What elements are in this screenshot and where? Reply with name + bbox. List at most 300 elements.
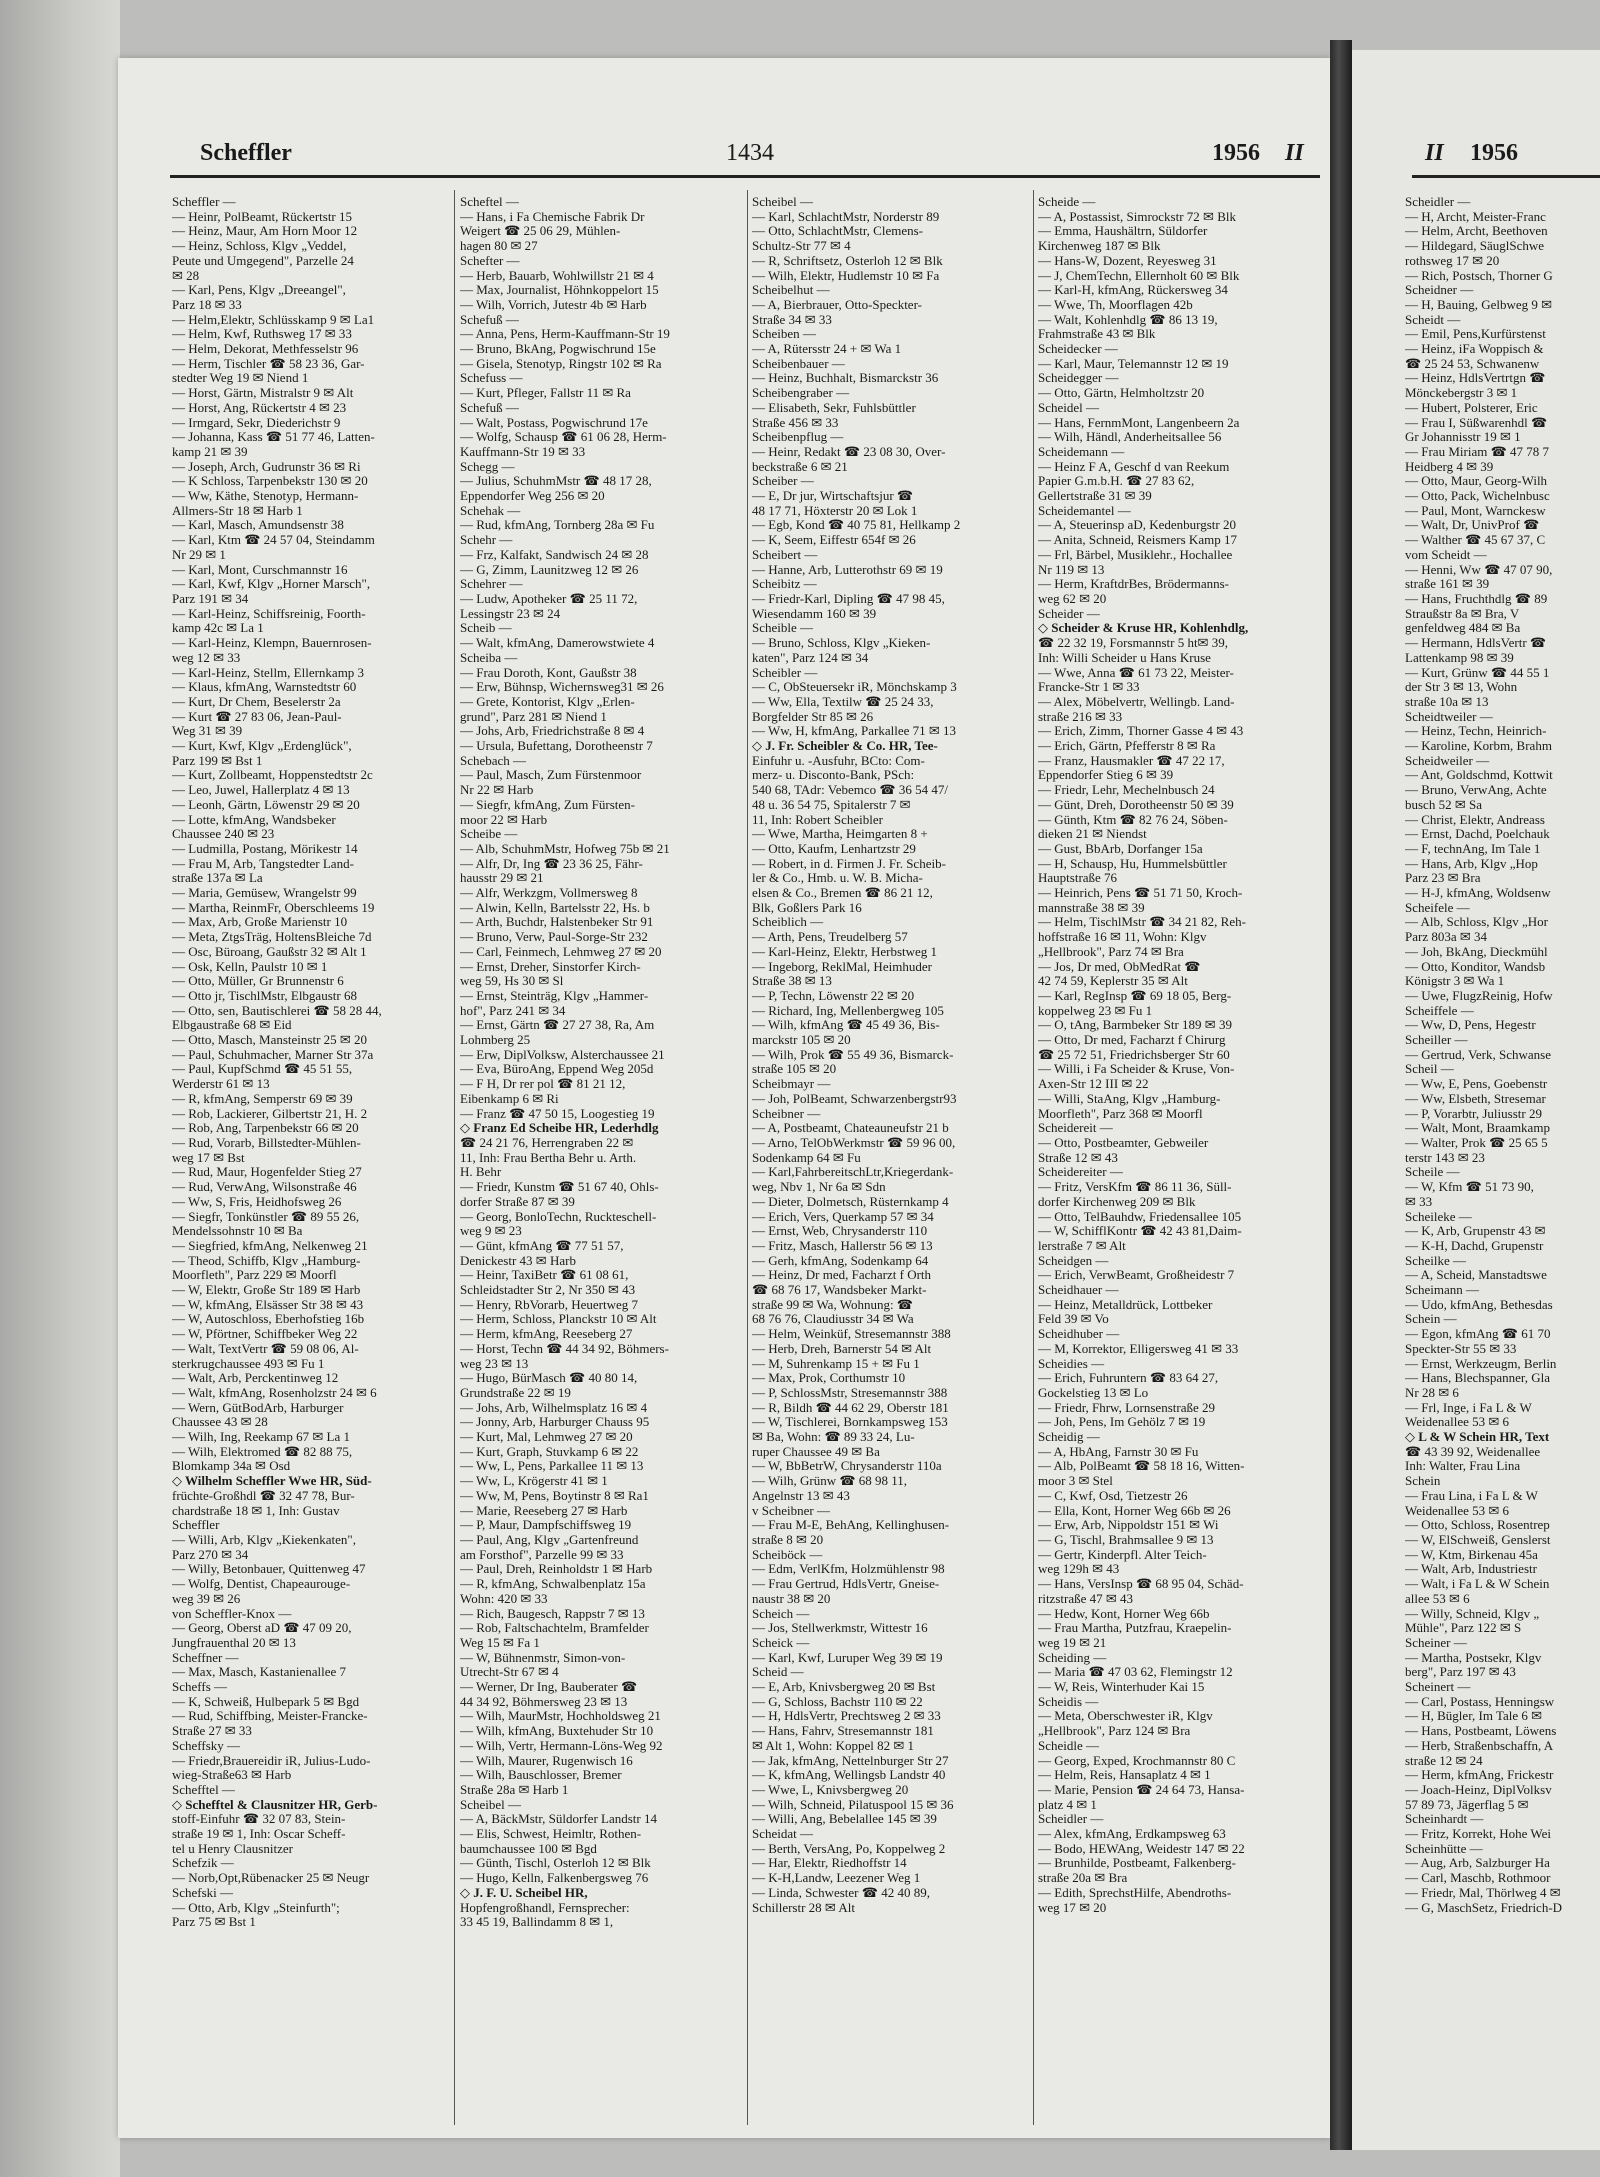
directory-entry-line: Moorfleth", Parz 368 ✉ Moorfl	[1038, 1106, 1203, 1121]
directory-entry-line: — H, Bügler, Im Tale 6 ✉	[1405, 1709, 1543, 1724]
directory-entry-line: ✉ Ba, Wohn: ☎ 89 33 24, Lu-	[752, 1430, 915, 1445]
directory-entry-line: — Ernst, Web, Chrysanderstr 110	[752, 1224, 928, 1239]
directory-entry-line: — Osc, Büroang, Gaußstr 32 ✉ Alt 1	[172, 944, 367, 959]
directory-entry-line: — Siegfried, kfmAng, Nelkenweg 21	[172, 1238, 368, 1253]
directory-entry-line: — Erw, Bühnsp, Wichernsweg31 ✉ 26	[460, 680, 664, 695]
directory-entry-line: ✉ 33	[1405, 1194, 1433, 1209]
directory-entry-line: — Henni, Ww ☎ 47 07 90,	[1405, 562, 1553, 577]
directory-entry-line: — Otto jr, TischlMstr, Elbgaustr 68	[172, 988, 357, 1003]
directory-entry-line: Scheidig —	[1038, 1430, 1100, 1445]
directory-entry-line: — Günth, Tischl, Osterloh 12 ✉ Blk	[460, 1856, 651, 1871]
directory-entry-line: — Klaus, kfmAng, Warnstedtstr 60	[172, 680, 357, 695]
directory-entry-line: Scheidereiter —	[1038, 1165, 1123, 1180]
directory-entry-line: — Ww, Käthe, Stenotyp, Hermann-	[172, 489, 359, 504]
directory-entry-line: — Wwe, Martha, Heimgarten 8 +	[752, 827, 928, 842]
directory-entry-line: 44 34 92, Böhmersweg 23 ✉ 13	[460, 1694, 628, 1709]
directory-entry-line: — Edm, VerlKfm, Holzmühlenstr 98	[752, 1562, 945, 1577]
directory-entry-line: Scheidemantel —	[1038, 503, 1131, 518]
directory-entry-line: — H, HdlsVertr, Prechtsweg 2 ✉ 33	[752, 1709, 941, 1724]
directory-entry-line: — Gerh, kfmAng, Sodenkamp 64	[752, 1253, 929, 1268]
directory-entry-line: v Scheibner —	[752, 1503, 830, 1518]
directory-entry-line: — Hans, i Fa Chemische Fabrik Dr	[460, 209, 645, 224]
directory-entry-line: — Paul, Masch, Zum Fürstenmoor	[460, 768, 642, 783]
directory-entry-line: Scheibel —	[752, 195, 814, 209]
directory-entry-line: — C, ObSteuersekr iR, Mönchskamp 3	[752, 680, 957, 695]
directory-entry-line: — Friedr, Fhrw, Lornsenstraße 29	[1038, 1400, 1215, 1415]
directory-entry-line: Schegg —	[460, 459, 515, 474]
directory-entry-line: — A, HbAng, Farnstr 30 ✉ Fu	[1038, 1444, 1199, 1459]
directory-entry-line: — Walt, TextVertr ☎ 59 08 06, Al-	[172, 1341, 359, 1356]
directory-column-4	[1038, 195, 1326, 2130]
directory-entry-line: — Eva, BüroAng, Eppend Weg 205d	[460, 1062, 654, 1077]
directory-entry-line: — Ernst, Dreher, Sinstorfer Kirch-	[460, 959, 641, 974]
directory-entry-line: — Kurt, Mal, Lehmweg 27 ✉ 20	[460, 1430, 633, 1445]
directory-entry-line: — Rob, Faltschachtelm, Bramfelder	[460, 1621, 649, 1636]
directory-entry-line: H. Behr	[460, 1165, 502, 1180]
firm-entry-line: ◇ J. F. U. Scheibel HR,	[460, 1885, 588, 1900]
directory-entry-line: straße 19 ✉ 1, Inh: Oscar Scheff-	[172, 1827, 346, 1842]
directory-entry-line: — Ww, H, kfmAng, Parkallee 71 ✉ 13	[752, 724, 957, 739]
directory-entry-line: weg 59, Hs 30 ✉ Sl	[460, 974, 564, 989]
directory-entry-line: — W, Elektr, Große Str 189 ✉ Harb	[172, 1283, 361, 1298]
directory-entry-line: — Heinz, Dr med, Facharzt f Orth	[752, 1268, 932, 1283]
directory-entry-line: Schefuß —	[460, 312, 519, 327]
directory-entry-line: Schillerstr 28 ✉ Alt	[752, 1900, 855, 1915]
directory-entry-line: — Wilh, Elektr, Hudlemstr 10 ✉ Fa	[752, 268, 940, 283]
directory-entry-line: hoffstraße 16 ✉ 11, Wohn: Klgv	[1038, 930, 1207, 945]
directory-entry-line: straße 20a ✉ Bra	[1038, 1871, 1128, 1886]
directory-entry-line: weg, Nbv 1, Nr 6a ✉ Sdn	[752, 1180, 886, 1195]
directory-entry-line: — Marie, Reeseberg 27 ✉ Harb	[460, 1503, 628, 1518]
directory-entry-line: — Hermann, HdlsVertr ☎	[1405, 636, 1547, 651]
directory-entry-line: — Ant, Goldschmd, Kottwit	[1405, 768, 1553, 783]
directory-entry-line: — Werner, Dr Ing, Bauberater ☎	[460, 1680, 638, 1695]
directory-entry-line: straße 137a ✉ La	[172, 871, 263, 886]
directory-entry-line: — Joach-Heinz, DiplVolksv	[1405, 1782, 1552, 1797]
directory-entry-line: — Otto, Maur, Georg-Wilh	[1405, 474, 1548, 489]
directory-entry-line: Königstr 3 ✉ Wa 1	[1405, 974, 1505, 989]
directory-entry-line: straße 105 ✉ 20	[752, 1062, 837, 1077]
directory-entry-line: Scheimann —	[1405, 1283, 1480, 1298]
directory-entry-line: Parz 18 ✉ 33	[172, 297, 242, 312]
directory-entry-line: — G, Zimm, Launitzweg 12 ✉ 26	[460, 562, 639, 577]
directory-entry-line: Scheider —	[1038, 606, 1100, 621]
directory-entry-line: — Bodo, HEWAng, Weidestr 147 ✉ 22	[1038, 1841, 1245, 1856]
directory-entry-line: — Alb, PolBeamt ☎ 58 18 16, Witten-	[1038, 1459, 1245, 1474]
directory-entry-line: Nr 28 ✉ 6	[1405, 1385, 1459, 1400]
directory-entry-line: — Aug, Arb, Salzburger Ha	[1405, 1856, 1550, 1871]
directory-entry-line: — Walt, Postass, Pogwischrund 17e	[460, 415, 648, 430]
directory-entry-line: Scheidweiler —	[1405, 753, 1490, 768]
directory-entry-line: — Jak, kfmAng, Nettelnburger Str 27	[752, 1753, 949, 1768]
directory-entry-line: Straße 27 ✉ 33	[172, 1724, 252, 1739]
firm-entry-line: ◇ Scheider & Kruse HR, Kohlenhdlg,	[1038, 621, 1249, 636]
directory-entry-line: Schleidstadter Str 2, Nr 350 ✉ 43	[460, 1283, 636, 1298]
directory-entry-line: — Heinz, HdlsVertrtgn ☎	[1405, 371, 1546, 386]
directory-entry-line: — Irmgard, Sekr, Diederichstr 9	[172, 415, 341, 430]
directory-entry-line: — Max, Arb, Große Marienstr 10	[172, 915, 348, 930]
directory-entry-line: Weidenallee 53 ✉ 6	[1405, 1415, 1510, 1430]
directory-entry-line: Scheiben —	[752, 327, 816, 342]
directory-entry-line: — Alwin, Kelln, Bartelsstr 22, Hs. b	[460, 900, 650, 915]
directory-entry-line: — Hans, Arb, Klgv „Hop	[1405, 856, 1538, 871]
directory-entry-line: — Richard, Ing, Mellenbergweg 105	[752, 1003, 944, 1018]
directory-entry-line: kamp 21 ✉ 39	[172, 444, 248, 459]
directory-entry-line: — Karl-Heinz, Schiffsreinig, Foorth-	[172, 606, 366, 621]
directory-entry-line: — Ingeborg, ReklMal, Heimhuder	[752, 959, 932, 974]
directory-entry-line: weg 19 ✉ 21	[1038, 1635, 1107, 1650]
directory-entry-line: hausstr 29 ✉ 21	[460, 871, 544, 886]
directory-entry-line: — Ursula, Bufettang, Dorotheenstr 7	[460, 739, 653, 754]
directory-entry-line: — K Schloss, Tarpenbekstr 130 ✉ 20	[172, 474, 368, 489]
directory-entry-line: — Kurt, Kwf, Klgv „Erdenglück",	[172, 739, 352, 754]
directory-entry-line: Axen-Str 12 III ✉ 22	[1038, 1077, 1149, 1092]
directory-entry-line: ✉ Alt 1, Wohn: Koppel 82 ✉ 1	[752, 1738, 915, 1753]
directory-entry-line: weg 17 ✉ Bst	[172, 1150, 245, 1165]
directory-entry-line: ☎ 22 32 19, Forsmannstr 5 ht✉ 39,	[1038, 636, 1228, 651]
directory-entry-line: Scheich —	[752, 1606, 810, 1621]
directory-entry-line: — Udo, kfmAng, Bethesdas	[1405, 1297, 1553, 1312]
directory-entry-line: Scheidhuber —	[1038, 1327, 1120, 1342]
directory-entry-line: — Paul, Ang, Klgv „Gartenfreund	[460, 1532, 639, 1547]
directory-entry-line: — Franz ☎ 47 50 15, Loogestieg 19	[460, 1106, 655, 1121]
directory-entry-line: — Ernst, Gärtn ☎ 27 27 38, Ra, Am	[460, 1018, 655, 1033]
directory-entry-line: — Kurt, Graph, Stuvkamp 6 ✉ 22	[460, 1444, 639, 1459]
directory-entry-line: Scheffler	[172, 1518, 220, 1533]
directory-entry-line: — Carl, Postass, Henningsw	[1405, 1694, 1555, 1709]
directory-entry-line: straße 216 ✉ 33	[1038, 709, 1123, 724]
directory-entry-line: — Herm, kfmAng, Reeseberg 27	[460, 1327, 633, 1342]
directory-entry-line: Nr 29 ✉ 1	[172, 547, 226, 562]
directory-entry-line: — K, Arb, Grupenstr 43 ✉	[1405, 1224, 1546, 1239]
directory-entry-line: — Robert, in d. Firmen J. Fr. Scheib-	[752, 856, 946, 871]
directory-entry-line: — Gust, BbArb, Dorfanger 15a	[1038, 841, 1203, 856]
directory-entry-line: — Heinz F A, Geschf d van Reekum	[1038, 459, 1230, 474]
directory-entry-line: — Wilh, Bauschlosser, Bremer	[460, 1768, 622, 1783]
directory-entry-line: — Wwe, L, Knivsbergweg 20	[752, 1782, 909, 1797]
directory-entry-line: Scheibner —	[752, 1106, 821, 1121]
directory-entry-line: Parz 199 ✉ Bst 1	[172, 753, 263, 768]
directory-entry-line: — Ww, Ella, Textilw ☎ 25 24 33,	[752, 694, 934, 709]
directory-entry-line: — W, Kfm ☎ 51 73 90,	[1405, 1180, 1534, 1195]
directory-entry-line: — Frau Doroth, Kont, Gaußstr 38	[460, 665, 637, 680]
directory-entry-line: — Erich, Fuhruntern ☎ 83 64 27,	[1038, 1371, 1219, 1386]
directory-entry-line: — Walter, Prok ☎ 25 65 5	[1405, 1136, 1548, 1150]
directory-entry-line: — K-H, Dachd, Grupenstr	[1405, 1238, 1544, 1253]
directory-entry-line: Straße 456 ✉ 33	[752, 415, 839, 430]
directory-entry-line: — Ww, E, Pens, Goebenstr	[1405, 1077, 1548, 1092]
running-head-name: Scheffler	[200, 140, 292, 166]
directory-entry-line: Scheidat —	[752, 1827, 814, 1842]
directory-entry-line: Blomkamp 34a ✉ Osd	[172, 1459, 291, 1474]
directory-entry-line: Scheibel —	[460, 1797, 522, 1812]
directory-entry-line: — Rud, Vorarb, Billstedter-Mühlen-	[172, 1136, 361, 1150]
directory-entry-line: — Edith, SprechstHilfe, Abendroths-	[1038, 1885, 1232, 1900]
directory-entry-line: — R, Bildh ☎ 44 62 29, Oberstr 181	[752, 1400, 949, 1415]
directory-entry-line: Parz 75 ✉ Bst 1	[172, 1915, 256, 1930]
directory-entry-line: Scheidegger —	[1038, 371, 1119, 386]
directory-entry-line: — E, Dr jur, Wirtschaftsjur ☎	[752, 489, 914, 504]
header-rule	[170, 175, 1320, 178]
directory-entry-line: — Helm, Dekorat, Methfesselstr 96	[172, 342, 359, 357]
directory-entry-line: — H, Bauing, Gelbweg 9 ✉	[1405, 297, 1553, 312]
directory-entry-line: — Linda, Schwester ☎ 42 40 89,	[752, 1885, 930, 1900]
directory-entry-line: — Erich, Vers, Querkamp 57 ✉ 34	[752, 1209, 934, 1224]
directory-entry-line: — Georg, Exped, Krochmannstr 80 C	[1038, 1753, 1236, 1768]
directory-entry-line: — Otto, Dr med, Facharzt f Chirurg	[1038, 1033, 1226, 1048]
directory-entry-line: — Kurt, Zollbeamt, Hoppenstedtstr 2c	[172, 768, 373, 783]
running-head-volume: II	[1285, 140, 1304, 166]
directory-entry-line: — W, Ktm, Birkenau 45a	[1405, 1547, 1538, 1562]
directory-entry-line: — Wilh, Grünw ☎ 68 98 11,	[752, 1474, 908, 1489]
directory-entry-line: — G, MaschSetz, Friedrich-D	[1405, 1900, 1563, 1915]
firm-entry-line: ◇ Schefftel & Clausnitzer HR, Gerb-	[172, 1797, 378, 1812]
directory-entry-line: — Willi, StaAng, Klgv „Hamburg-	[1038, 1091, 1221, 1106]
directory-entry-line: — Heinr, TaxiBetr ☎ 61 08 61,	[460, 1268, 629, 1283]
directory-entry-line: — Hanne, Arb, Lutterothstr 69 ✉ 19	[752, 562, 943, 577]
directory-entry-line: — Berth, VersAng, Po, Koppelweg 2	[752, 1841, 946, 1856]
directory-entry-line: — Karl-H, kfmAng, Rückersweg 34	[1038, 283, 1228, 298]
column-divider	[454, 190, 455, 2125]
directory-entry-line: — Johs, Arb, Wilhelmsplatz 16 ✉ 4	[460, 1400, 648, 1415]
directory-entry-line: „Hellbrook", Parz 124 ✉ Bra	[1038, 1724, 1191, 1739]
directory-entry-line: — Leonh, Gärtn, Löwenstr 29 ✉ 20	[172, 797, 360, 812]
directory-entry-line: Scheibenpflug —	[752, 430, 844, 445]
directory-entry-line: Weg 31 ✉ 39	[172, 724, 243, 739]
directory-entry-line: — Joh, BkAng, Dieckmühl	[1405, 944, 1548, 959]
directory-entry-line: Angelnstr 13 ✉ 43	[752, 1488, 850, 1503]
directory-entry-line: — Hubert, Polsterer, Eric	[1405, 400, 1538, 415]
directory-entry-line: — Ludmilla, Postang, Mörikestr 14	[172, 841, 358, 856]
directory-entry-line: Scheiber —	[752, 474, 814, 489]
directory-entry-line: — W, BbBetrW, Chrysanderstr 110a	[752, 1459, 942, 1474]
directory-entry-line: Scheidis —	[1038, 1694, 1099, 1709]
directory-entry-line: — Günt, kfmAng ☎ 77 51 57,	[460, 1238, 624, 1253]
directory-entry-line: — Willi, i Fa Scheider & Kruse, Von-	[1038, 1062, 1235, 1077]
directory-entry-line: — Walt, Mont, Braamkamp	[1405, 1121, 1550, 1136]
directory-entry-line: Kirchenweg 187 ✉ Blk	[1038, 239, 1161, 254]
directory-entry-line: straße 99 ✉ Wa, Wohnung: ☎	[752, 1297, 913, 1312]
directory-entry-line: — Paul, KupfSchmd ☎ 45 51 55,	[172, 1062, 353, 1077]
directory-entry-line: — Horst, Ang, Rückertstr 4 ✉ 23	[172, 400, 347, 415]
directory-entry-line: — Lotte, kfmAng, Wandsbeker	[172, 812, 336, 827]
directory-entry-line: — Bruno, BkAng, Pogwischrund 15e	[460, 342, 656, 357]
directory-entry-line: hagen 80 ✉ 27	[460, 239, 538, 254]
directory-entry-line: — Ww, Elsbeth, Stresemar	[1405, 1091, 1546, 1106]
directory-entry-line: weg 12 ✉ 33	[172, 650, 241, 665]
directory-entry-line: — Gertr, Kinderpfl. Alter Teich-	[1038, 1547, 1207, 1562]
book-gutter	[1330, 40, 1352, 2150]
directory-entry-line: ✉ 28	[172, 268, 200, 283]
directory-entry-line: — Friedr-Karl, Dipling ☎ 47 98 45,	[752, 591, 945, 606]
directory-entry-line: — Rud, VerwAng, Wilsonstraße 46	[172, 1180, 357, 1195]
directory-entry-line: — Wilh, Vorrich, Jutestr 4b ✉ Harb	[460, 297, 647, 312]
directory-entry-line: Francke-Str 1 ✉ 33	[1038, 680, 1140, 695]
directory-entry-line: — Emma, Haushältrn, Süldorfer	[1038, 224, 1208, 239]
directory-entry-line: chardstraße 18 ✉ 1, Inh: Gustav	[172, 1503, 340, 1518]
directory-entry-line: — Wern, GütBodArb, Harburger	[172, 1400, 344, 1415]
directory-entry-line: — W, Autoschloss, Eberhofstieg 16b	[172, 1312, 365, 1327]
directory-entry-line: — Alb, Schloss, Klgv „Hor	[1405, 915, 1548, 930]
directory-entry-line: — Max, Masch, Kastanienallee 7	[172, 1665, 347, 1680]
directory-entry-line: — Friedr, Kunstm ☎ 51 67 40, Ohls-	[460, 1180, 659, 1195]
directory-entry-line: — Martha, ReinmFr, Oberschleems 19	[172, 900, 375, 915]
directory-entry-line: von Scheffler-Knox —	[172, 1606, 292, 1621]
directory-entry-line: — Willy, Betonbauer, Quittenweg 47	[172, 1562, 366, 1577]
directory-entry-line: — Friedr, Lehr, Mechelnbusch 24	[1038, 783, 1215, 798]
directory-entry-line: Straße 28a ✉ Harb 1	[460, 1782, 569, 1797]
directory-entry-line: — Karl, Kwf, Luruper Weg 39 ✉ 19	[752, 1650, 943, 1665]
directory-entry-line: — C, Kwf, Osd, Tietzestr 26	[1038, 1488, 1188, 1503]
directory-entry-line: Scheibler —	[752, 665, 818, 680]
directory-entry-line: weg 23 ✉ 13	[460, 1356, 529, 1371]
directory-entry-line: — Walt, Kohlenhdlg ☎ 86 13 19,	[1038, 312, 1218, 327]
directory-entry-line: Scheibert —	[752, 547, 818, 562]
directory-entry-line: — Otto, Masch, Mansteinstr 25 ✉ 20	[172, 1033, 368, 1048]
directory-entry-line: — Heinz, iFa Woppisch &	[1405, 342, 1544, 357]
directory-entry-line: weg 129h ✉ 43	[1038, 1562, 1120, 1577]
directory-entry-line: — Bruno, Schloss, Klgv „Kieken-	[752, 636, 931, 651]
directory-entry-line: — A, Rütersstr 24 + ✉ Wa 1	[752, 342, 902, 357]
directory-entry-line: weg 39 ✉ 26	[172, 1591, 241, 1606]
directory-entry-line: früchte-Großhdl ☎ 32 47 78, Bur-	[172, 1488, 355, 1503]
directory-entry-line: — Walt, Arb, Perckentinweg 12	[172, 1371, 339, 1386]
directory-entry-line: ☎ 24 21 76, Herrengraben 22 ✉	[460, 1136, 634, 1150]
directory-entry-line: Hopfengroßhandl, Fernsprecher:	[460, 1900, 630, 1915]
directory-entry-line: — Frau I, Süßwarenhdl ☎	[1405, 415, 1548, 430]
firm-entry-line: ◇ Franz Ed Scheibe HR, Lederhdlg	[460, 1121, 659, 1136]
directory-entry-line: terstr 143 ✉ 23	[1405, 1150, 1485, 1165]
directory-entry-line: Scheiner —	[1405, 1635, 1467, 1650]
directory-entry-line: — Friedr, Mal, Thörlweg 4 ✉	[1405, 1885, 1561, 1900]
directory-entry-line: — Karl, Kwf, Klgv „Horner Marsch",	[172, 577, 371, 592]
directory-entry-line: Scheib —	[460, 621, 512, 636]
next-page-year: 1956	[1470, 140, 1518, 166]
directory-entry-line: — Uwe, FlugzReinig, Hofw	[1405, 988, 1553, 1003]
directory-entry-line: Weidenallee 53 ✉ 6	[1405, 1503, 1510, 1518]
directory-entry-line: Scheiböck —	[752, 1547, 823, 1562]
directory-entry-line: — Elisabeth, Sekr, Fuhlsbüttler	[752, 400, 916, 415]
directory-entry-line: — Joseph, Arch, Gudrunstr 36 ✉ Ri	[172, 459, 361, 474]
directory-entry-line: platz 4 ✉ 1	[1038, 1797, 1097, 1812]
directory-entry-line: Scheiller —	[1405, 1033, 1468, 1048]
directory-entry-line: 33 45 19, Ballindamm 8 ✉ 1,	[460, 1915, 614, 1930]
directory-entry-line: Scheidemann —	[1038, 444, 1125, 459]
directory-entry-line: — E, Arb, Knivsbergweg 20 ✉ Bst	[752, 1680, 936, 1695]
directory-entry-line: Scheide —	[1038, 195, 1096, 209]
directory-entry-line: — Rud, Schiffbing, Meister-Francke-	[172, 1709, 368, 1724]
directory-entry-line: Inh: Walter, Frau Lina	[1405, 1459, 1521, 1474]
directory-entry-line: — W, kfmAng, Elsässer Str 38 ✉ 43	[172, 1297, 364, 1312]
column-divider	[747, 190, 748, 2125]
directory-entry-line: — Günth, Ktm ☎ 82 76 24, Söben-	[1038, 812, 1228, 827]
directory-entry-line: — Ella, Kont, Horner Weg 66b ✉ 26	[1038, 1503, 1231, 1518]
directory-entry-line: — Helm,Elektr, Schlüsskamp 9 ✉ La1	[172, 312, 375, 327]
directory-entry-line: 57 89 73, Jägerflag 5 ✉	[1405, 1797, 1529, 1812]
directory-entry-line: Einfuhr u. -Ausfuhr, BCto: Com-	[752, 753, 925, 768]
directory-entry-line: — K, kfmAng, Wellingsb Landstr 40	[752, 1768, 946, 1783]
directory-entry-line: Scheffs —	[172, 1680, 228, 1695]
directory-entry-line: busch 52 ✉ Sa	[1405, 797, 1482, 812]
directory-entry-line: 68 76 76, Claudiusstr 34 ✉ Wa	[752, 1312, 914, 1327]
directory-entry-line: Scheiba —	[460, 650, 518, 665]
directory-entry-line: — Karl, Masch, Amundsenstr 38	[172, 518, 344, 533]
directory-entry-line: — A, Bierbrauer, Otto-Speckter-	[752, 297, 922, 312]
directory-entry-line: Scheiffele —	[1405, 1003, 1474, 1018]
directory-entry-line: — Ludw, Apotheker ☎ 25 11 72,	[460, 591, 638, 606]
directory-entry-line: — Frau Miriam ☎ 47 78 7	[1405, 444, 1550, 459]
directory-entry-line: — Wwe, Anna ☎ 61 73 22, Meister-	[1038, 665, 1234, 680]
directory-entry-line: — Hans, Fruchthdlg ☎ 89	[1405, 591, 1548, 606]
directory-entry-line: — Siegfr, Tonkünstler ☎ 89 55 26,	[172, 1209, 360, 1224]
directory-entry-line: — Hans, VersInsp ☎ 68 95 04, Schäd-	[1038, 1577, 1244, 1592]
directory-entry-line: Weg 15 ✉ Fa 1	[460, 1635, 540, 1650]
directory-entry-line: — Hedw, Kont, Horner Weg 66b	[1038, 1606, 1210, 1621]
directory-entry-line: — Karl-Heinz, Klempn, Bauernrosen-	[172, 636, 372, 651]
directory-column-2	[460, 195, 743, 2130]
directory-entry-line: — Hans, Fahrv, Stresemannstr 181	[752, 1724, 934, 1739]
directory-entry-line: — Willi, Arb, Klgv „Kiekenkaten",	[172, 1532, 356, 1547]
directory-entry-line: — Alex, Möbelvertr, Wellingb. Land-	[1038, 694, 1235, 709]
directory-entry-line: Papier G.m.b.H. ☎ 27 83 62,	[1038, 474, 1195, 489]
directory-entry-line: straße 10a ✉ 13	[1405, 694, 1489, 709]
directory-column-1	[172, 195, 450, 2130]
directory-entry-line: elsen & Co., Bremen ☎ 86 21 12,	[752, 886, 933, 901]
directory-entry-line: — Walt, Dr, UnivProf ☎	[1405, 518, 1540, 533]
directory-entry-line: Moorfleth", Parz 229 ✉ Moorfl	[172, 1268, 337, 1283]
directory-entry-line: Mendelssohnstr 10 ✉ Ba	[172, 1224, 303, 1239]
directory-entry-line: Jungfrauenthal 20 ✉ 13	[172, 1635, 296, 1650]
directory-entry-line: — Rud, kfmAng, Tornberg 28a ✉ Fu	[460, 518, 655, 533]
directory-entry-line: Mühle", Parz 122 ✉ S	[1405, 1621, 1522, 1636]
directory-entry-line: — Paul, Schuhmacher, Marner Str 37a	[172, 1047, 374, 1062]
directory-entry-line: — Paul, Mont, Warnckesw	[1405, 503, 1546, 518]
directory-entry-line: — W, ElSchweiß, Genslerst	[1405, 1532, 1551, 1547]
directory-entry-line: — Heinrich, Pens ☎ 51 71 50, Kroch-	[1038, 886, 1243, 901]
directory-entry-line: — Gisela, Stenotyp, Ringstr 102 ✉ Ra	[460, 356, 662, 371]
directory-entry-line: Scheick —	[752, 1635, 810, 1650]
directory-entry-line: Schein	[1405, 1474, 1441, 1489]
directory-entry-line: Scheffsky —	[172, 1738, 241, 1753]
directory-entry-line: — Grete, Kontorist, Klgv „Erlen-	[460, 694, 635, 709]
directory-entry-line: — Herb, Straßenbschaffn, A	[1405, 1738, 1554, 1753]
directory-entry-line: — Ww, D, Pens, Hegestr	[1405, 1018, 1536, 1033]
directory-entry-line: — Herm, kfmAng, Frickestr	[1405, 1768, 1554, 1783]
directory-entry-line: 11, Inh: Frau Bertha Behr u. Arth.	[460, 1150, 637, 1165]
directory-entry-line: — Helm, Kwf, Ruthsweg 17 ✉ 33	[172, 327, 352, 342]
directory-entry-line: hof", Parz 241 ✉ 34	[460, 1003, 566, 1018]
directory-entry-line: — Fritz, VersKfm ☎ 86 11 36, Süll-	[1038, 1180, 1232, 1195]
directory-entry-line: — R, kfmAng, Semperstr 69 ✉ 39	[172, 1091, 353, 1106]
directory-entry-line: — Rob, Lackierer, Gilbertstr 21, H. 2	[172, 1106, 368, 1121]
directory-entry-line: Schefftel —	[172, 1782, 235, 1797]
scan-left-margin	[0, 0, 120, 2177]
directory-entry-line: — Kurt, Dr Chem, Beselerstr 2a	[172, 694, 341, 709]
directory-entry-line: beckstraße 6 ✉ 21	[752, 459, 848, 474]
directory-entry-line: — Paul, Dreh, Reinholdstr 1 ✉ Harb	[460, 1562, 653, 1577]
directory-entry-line: — Frau M-E, BehAng, Kellinghusen-	[752, 1518, 950, 1533]
directory-entry-line: Scheilke —	[1405, 1253, 1467, 1268]
directory-entry-line: Straße 12 ✉ 43	[1038, 1150, 1118, 1165]
directory-entry-line: naustr 38 ✉ 20	[752, 1591, 831, 1606]
directory-entry-line: — K-H,Landw, Leezener Weg 1	[752, 1871, 921, 1886]
directory-entry-line: dorfer Kirchenweg 209 ✉ Blk	[1038, 1194, 1196, 1209]
directory-entry-line: — Fritz, Korrekt, Hohe Wei	[1405, 1827, 1552, 1842]
directory-entry-line: — Hugo, Kelln, Falkenbergsweg 76	[460, 1871, 649, 1886]
directory-entry-line: Peute und Umgegend", Parzelle 24	[172, 253, 354, 268]
directory-entry-line: — Karl, Maur, Telemannstr 12 ✉ 19	[1038, 356, 1229, 371]
directory-entry-line: — Max, Prok, Corthumstr 10	[752, 1371, 906, 1386]
